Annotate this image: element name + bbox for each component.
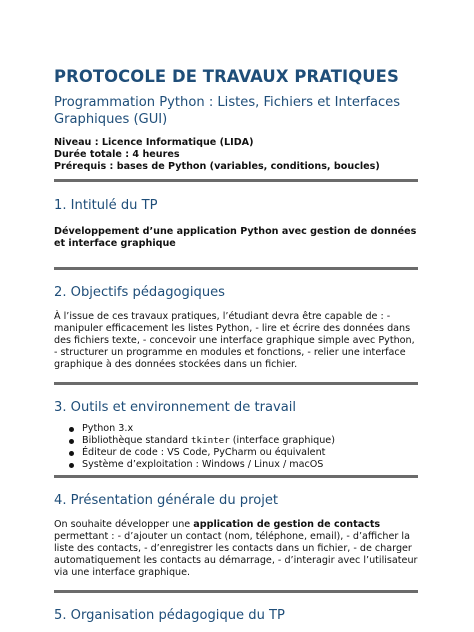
list-item <box>82 435 418 447</box>
section-2-heading: 2. Objectifs pédagogiques <box>54 285 225 300</box>
list-item <box>82 459 418 471</box>
meta-niveau: Niveau : Licence Informatique (LIDA) <box>54 137 254 148</box>
document-title: PROTOCOLE DE TRAVAUX PRATIQUES <box>54 67 399 86</box>
section-1-body: Développement d’une application Python avec gestion de données et interface graphique <box>54 226 417 249</box>
list-item <box>82 423 418 435</box>
section-divider <box>54 267 418 270</box>
tool-lib-code: tkinter <box>191 435 230 446</box>
document-subtitle: Programmation Python : Listes, Fichiers et Interfaces Graphiques (GUI) <box>54 95 401 127</box>
section-4-bold: application de gestion de contacts <box>193 519 381 530</box>
section-divider <box>54 382 418 385</box>
meta-prerequis: Prérequis : bases de Python (variables, conditions, boucles) <box>54 161 380 172</box>
section-divider <box>54 590 418 593</box>
tool-editor: Éditeur de code : VS Code, PyCharm ou équivalent <box>82 447 326 458</box>
section-divider <box>54 475 418 478</box>
section-4-heading: 4. Présentation générale du projet <box>54 493 279 508</box>
document-page <box>54 66 418 624</box>
tool-lib-suffix: (interface graphique) <box>229 435 335 446</box>
section-5-heading: 5. Organisation pédagogique du TP <box>54 608 285 623</box>
tool-python: Python 3.x <box>82 423 134 434</box>
list-item <box>82 447 418 459</box>
tool-lib-prefix: Bibliothèque standard <box>82 435 192 446</box>
section-3-heading: 3. Outils et environnement de travail <box>54 400 297 415</box>
section-1-heading: 1. Intitulé du TP <box>54 198 158 213</box>
section-2-body: À l’issue de ces travaux pratiques, l’étudiant devra être capable de : - manipuler efficacement les listes Python, - lire et écrire des données dans des fichiers texte, - concevoir une interface graphique simple avec Python, - structurer un programme en modules et fonctions, - relier une interface graphique à des données stockées dans un fichier. <box>54 311 415 370</box>
tool-os: Système d’exploitation : Windows / Linux / macOS <box>82 459 324 470</box>
tools-list <box>54 423 418 471</box>
section-4-intro: On souhaite développer une <box>54 519 194 530</box>
section-4-rest: permettant : - d’ajouter un contact (nom, téléphone, email), - d’afficher la liste des contacts, - d’enregistrer les contacts dans un fichier, - de charger automatiquement les contacts au démarrage, - d’interagir avec l’utilisateur via une interface graphique. <box>54 531 418 578</box>
section-divider <box>54 179 418 182</box>
meta-duree: Durée totale : 4 heures <box>54 149 180 160</box>
document-meta <box>54 137 418 173</box>
section-4-body <box>54 519 418 579</box>
